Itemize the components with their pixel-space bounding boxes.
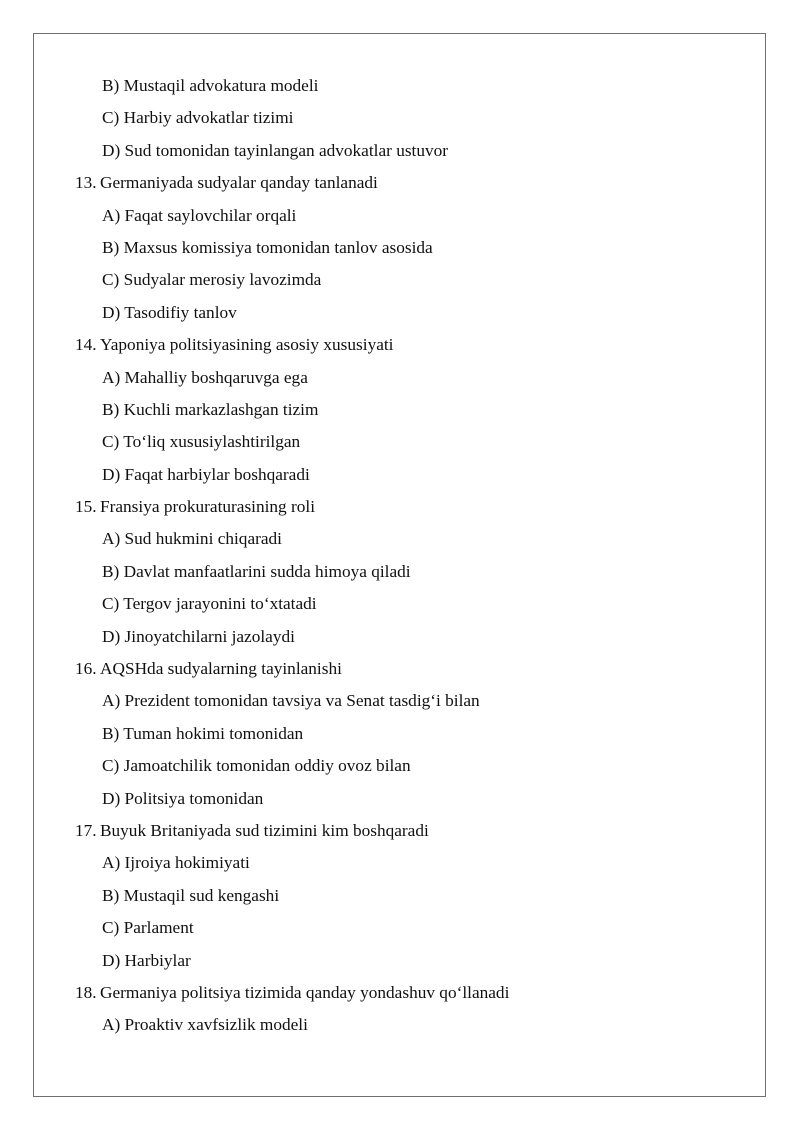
answer-option: A) Sud hukmini chiqaradi bbox=[102, 529, 282, 549]
question-number: 18. bbox=[75, 982, 97, 1002]
question-text: Germaniyada sudyalar qanday tanlanadi bbox=[100, 173, 378, 193]
answer-option: A) Proaktiv xavfsizlik modeli bbox=[102, 1015, 308, 1035]
question-text: Yaponiya politsiyasining asosiy xususiyati bbox=[100, 335, 394, 355]
question-number: 15. bbox=[75, 497, 97, 517]
document-body bbox=[0, 70, 800, 1042]
answer-option: B) Mustaqil advokatura modeli bbox=[102, 76, 319, 95]
question-16 bbox=[0, 653, 800, 685]
question-number: 17. bbox=[75, 820, 97, 840]
answer-option: D) Tasodifiy tanlov bbox=[102, 302, 237, 322]
answer-option: B) Maxsus komissiya tomonidan tanlov asosida bbox=[102, 237, 433, 257]
answer-option: B) Davlat manfaatlarini sudda himoya qiladi bbox=[102, 561, 411, 581]
answer-option: C) Sudyalar merosiy lavozimda bbox=[102, 270, 322, 290]
answer-option: B) Mustaqil sud kengashi bbox=[102, 885, 280, 905]
question-13 bbox=[0, 167, 800, 199]
question-number: 13. bbox=[75, 173, 97, 193]
answer-option: C) To‘liq xususiylashtirilgan bbox=[102, 432, 301, 452]
answer-option: D) Faqat harbiylar boshqaradi bbox=[102, 464, 310, 484]
answer-option: D) Politsiya tomonidan bbox=[102, 788, 264, 808]
question-15 bbox=[0, 491, 800, 523]
answer-option: C) Jamoatchilik tomonidan oddiy ovoz bilan bbox=[102, 756, 411, 776]
answer-option: A) Ijroiya hokimiyati bbox=[102, 853, 250, 873]
answer-option: A) Prezident tomonidan tavsiya va Senat tasdig‘i bilan bbox=[102, 691, 480, 711]
answer-option: B) Kuchli markazlashgan tizim bbox=[102, 399, 319, 419]
question-text: Buyuk Britaniyada sud tizimini kim boshqaradi bbox=[100, 820, 429, 840]
question-number: 16. bbox=[75, 659, 97, 679]
question-17 bbox=[0, 815, 800, 847]
question-text: Fransiya prokuraturasining roli bbox=[100, 497, 316, 517]
answer-option: B) Tuman hokimi tomonidan bbox=[102, 723, 304, 743]
question-14 bbox=[0, 329, 800, 361]
question-text: Germaniya politsiya tizimida qanday yondashuv qo‘llanadi bbox=[100, 982, 510, 1002]
answer-option: D) Harbiylar bbox=[102, 950, 191, 970]
question-18 bbox=[0, 977, 800, 1009]
answer-option: A) Faqat saylovchilar orqali bbox=[102, 205, 297, 225]
answer-option: A) Mahalliy boshqaruvga ega bbox=[102, 367, 308, 387]
answer-option: D) Jinoyatchilarni jazolaydi bbox=[102, 626, 295, 646]
question-text: AQSHda sudyalarning tayinlanishi bbox=[100, 659, 342, 679]
answer-option: D) Sud tomonidan tayinlangan advokatlar ustuvor bbox=[102, 140, 449, 160]
answer-option: C) Tergov jarayonini to‘xtatadi bbox=[102, 594, 317, 614]
answer-option: C) Harbiy advokatlar tizimi bbox=[102, 108, 294, 128]
question-number: 14. bbox=[75, 335, 97, 355]
answer-option: C) Parlament bbox=[102, 918, 194, 938]
